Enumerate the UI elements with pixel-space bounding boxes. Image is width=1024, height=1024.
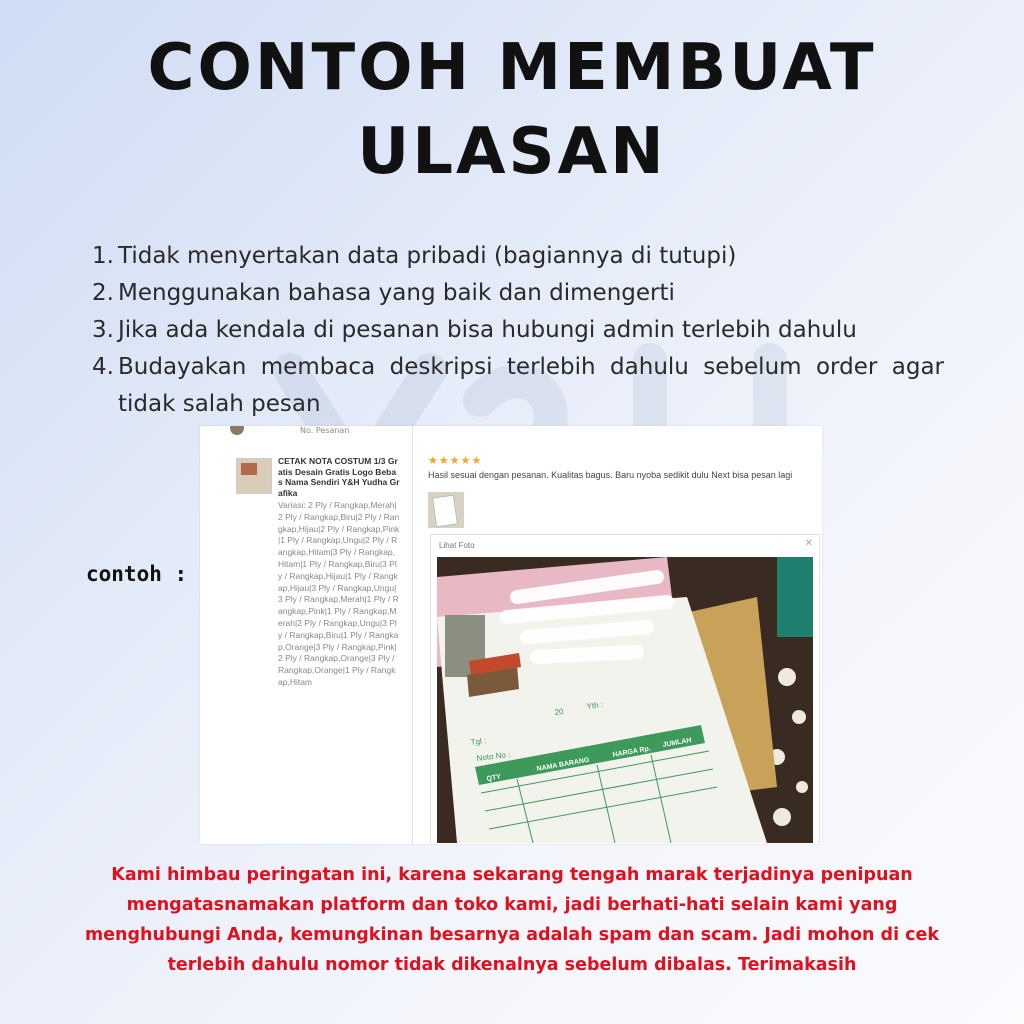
review-photo — [437, 557, 813, 843]
review-text: Hasil sesuai dengan pesanan. Kualitas bagus. Baru nyoba sedikit dulu Next bisa pesan lagi — [428, 470, 793, 480]
rule-number: 4. — [92, 354, 114, 380]
nota-yth-label: Yth : — [586, 700, 604, 711]
rule-text: Menggunakan bahasa yang baik dan dimengerti — [118, 280, 675, 306]
review-photo-thumbnail[interactable] — [428, 492, 464, 528]
rule-text: Tidak menyertakan data pribadi (bagiannya di tutupi) — [118, 243, 737, 269]
close-icon[interactable]: ✕ — [804, 538, 813, 549]
rules-list — [92, 238, 944, 423]
nota-col-qty: QTY — [486, 773, 502, 783]
nota-col-price: HARGA Rp. — [612, 745, 652, 759]
photo-viewer-title: Lihat Foto — [439, 541, 475, 550]
rating-stars: ★★★★★ — [428, 454, 483, 467]
product-title[interactable]: CETAK NOTA COSTUM 1/3 Gratis Desain Gratis Logo Bebas Nama Sendiri Y&H Yudha Grafika — [278, 456, 400, 498]
rule-number: 3. — [92, 317, 114, 343]
rule-text: Jika ada kendala di pesanan bisa hubungi admin terlebih dahulu — [118, 317, 857, 343]
order-number-strip — [230, 426, 470, 436]
rule-item — [92, 312, 944, 349]
nota-number-label: Noto No : — [476, 749, 511, 763]
nota-tgl-label: Tgl : — [470, 736, 487, 747]
page-title — [0, 26, 1024, 194]
divider — [412, 426, 413, 844]
nota-date-label: 20 — [554, 706, 565, 717]
rule-number: 1. — [92, 243, 114, 269]
rule-item — [92, 349, 944, 423]
rule-item — [92, 275, 944, 312]
nota-col-item: NAMA BARANG — [536, 756, 590, 773]
product-variants: Variasi: 2 Ply / Rangkap,Merah|2 Ply / Rangkap,Biru|2 Ply / Rangkap,Hijau|2 Ply / Rangkap,Pink|1 Ply / Rangkap,Ungu|2 Ply / Rangkap,Hitam|3 Ply / Rangkap,Hitam|1 Ply / Rangkap,Biru|3 Ply / Rangkap,Hijau|1 Ply / Rangkap,Hijau|3 Ply / Rangkap,Ungu|3 Ply / Rangkap,Merah|1 Ply / Rangkap,Pink|1 Ply / Rangkap,Merah|2 Ply / Rangkap,Ungu|3 Ply / Rangkap,Biru|1 Ply / Rangkap,Orange|3 Ply / Rangkap,Pink|2 Ply / Rangkap,Orange|3 Ply / Rangkap,Orange|1 Ply / Rangkap,Hitam — [278, 500, 400, 687]
product-thumbnail[interactable] — [236, 458, 272, 494]
nota-col-total: JUMLAH — [662, 737, 693, 749]
warning-text: Kami himbau peringatan ini, karena sekarang tengah marak terjadinya penipuan mengatasnamakan platform dan toko kami, jadi berhati-hati selain kami yang menghubungi Anda, kemungkinan besarnya adalah spam dan scam. Jadi mohon di cek terlebih dahulu nomor tidak dikenalnya sebelum dibalas. Terimakasih — [84, 865, 940, 975]
example-label: contoh : — [86, 562, 188, 586]
title-line-2: ULASAN — [357, 115, 667, 189]
order-number-label: No. Pesanan — [300, 426, 350, 435]
rule-item — [92, 238, 944, 275]
title-line-1: CONTOH MEMBUAT — [147, 31, 877, 105]
rule-text: Budayakan membaca deskripsi terlebih dahulu sebelum order agar tidak salah pesan — [118, 354, 944, 417]
rule-number: 2. — [92, 280, 114, 306]
photo-viewer-panel — [430, 534, 820, 844]
review-screenshot — [200, 426, 822, 844]
